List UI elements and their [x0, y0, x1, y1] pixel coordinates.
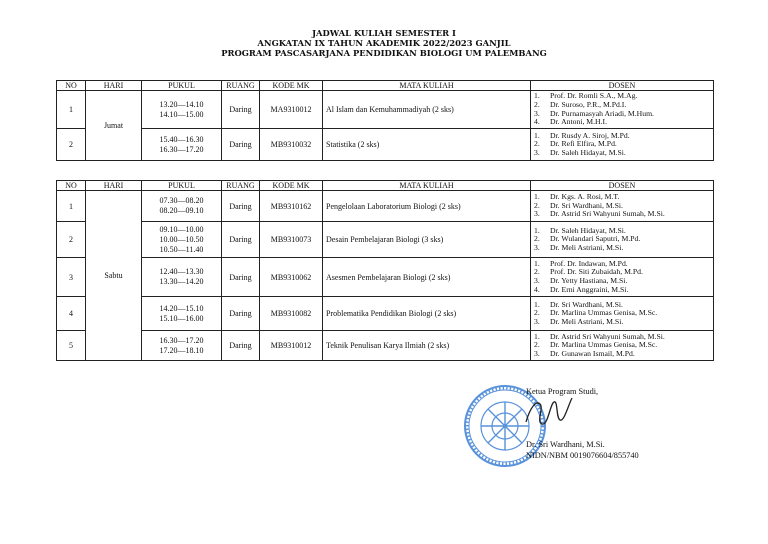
table-header-row	[57, 181, 714, 191]
lecturer-item: 3. Dr. Gunawan Ismail, M.Pd.	[534, 348, 635, 358]
day-cell: Jumat	[86, 91, 142, 161]
time-cell	[142, 331, 222, 361]
course-code-cell: MB9310073	[260, 222, 323, 258]
signatory-id: NIDN/NBM 0019076604/855740	[526, 451, 639, 460]
row-number: 3	[57, 258, 86, 297]
lecturer-cell	[531, 129, 714, 161]
lecturer-item: 3. Dr. Yetty Hastiana, M.Si.	[534, 276, 628, 285]
table-row	[57, 191, 714, 222]
course-name-cell: Asesmen Pembelajaran Biologi (2 sks)	[323, 258, 531, 297]
course-code-cell: MB9310012	[260, 331, 323, 361]
time-slot: 09.10—10.00	[159, 224, 204, 234]
room-cell: Daring	[222, 331, 260, 361]
lecturer-cell	[531, 191, 714, 222]
time-slot: 15.10—16.00	[159, 313, 204, 323]
col-course-header: MATA KULIAH	[323, 181, 531, 191]
col-time-header: PUKUL	[142, 81, 222, 91]
time-slot: 15.40—16.30	[159, 134, 204, 144]
col-day-header: HARI	[86, 181, 142, 191]
course-code-cell: MB9310162	[260, 191, 323, 222]
course-name-cell: Al Islam dan Kemuhammadiyah (2 sks)	[323, 91, 531, 129]
time-cell	[142, 91, 222, 129]
room-cell: Daring	[222, 297, 260, 331]
course-code-cell: MB9310032	[260, 129, 323, 161]
doc-title-line1: JADWAL KULIAH SEMESTER I	[312, 28, 456, 38]
doc-title-line3: PROGRAM PASCASARJANA PENDIDIKAN BIOLOGI UM PALEMBANG	[221, 48, 547, 58]
time-slot: 16.30—17.20	[159, 144, 204, 154]
schedule-table-saturday	[56, 180, 714, 361]
row-number: 1	[57, 91, 86, 129]
course-name-cell: Statistika (2 sks)	[323, 129, 531, 161]
lecturer-item: 3. Dr. Meli Astriani, M.Si.	[534, 242, 624, 252]
time-slot: 13.20—14.10	[159, 99, 204, 109]
time-cell	[142, 129, 222, 161]
time-slot: 07.30—08.20	[159, 196, 204, 205]
row-number: 1	[57, 191, 86, 222]
time-slot: 08.20—09.10	[159, 206, 204, 215]
time-slot: 12.40—13.30	[159, 267, 204, 276]
col-code-header: KODE MK	[260, 81, 323, 91]
row-number: 2	[57, 129, 86, 161]
row-number: 5	[57, 331, 86, 361]
table-row	[57, 297, 714, 331]
lecturer-cell	[531, 91, 714, 129]
col-room-header: RUANG	[222, 81, 260, 91]
signatory-name: Dr. Sri Wardhani, M.Si.	[526, 440, 605, 449]
lecturer-item: 2. Dr. Suroso, P.R., M.Pd.I.	[534, 99, 627, 109]
day-cell: Sabtu	[86, 191, 142, 361]
table-row	[57, 258, 714, 297]
time-slot: 10.50—11.40	[159, 244, 204, 254]
time-cell	[142, 222, 222, 258]
course-code-cell: MA9310012	[260, 91, 323, 129]
lecturer-item: 3. Dr. Astrid Sri Wahyuni Sumah, M.Si.	[534, 209, 665, 219]
lecturer-item: 2. Prof. Dr. Siti Zubaidah, M.Pd.	[534, 267, 643, 277]
lecturer-cell	[531, 331, 714, 361]
col-time-header: PUKUL	[142, 181, 222, 191]
table-header-row	[57, 81, 714, 91]
col-no-header: NO	[57, 81, 86, 91]
lecturer-item: 2. Dr. Refi Elfira, M.Pd.	[534, 139, 617, 149]
lecturer-item: 1. Dr. Rusdy A. Siroj, M.Pd.	[534, 130, 630, 140]
lecturer-item: 1. Dr. Saleh Hidayat, M.Si.	[534, 225, 626, 235]
lecturer-item: 2. Dr. Marlina Ummas Genisa, M.Sc.	[534, 308, 658, 318]
signature-role: Ketua Program Studi,	[526, 387, 599, 396]
lecturer-item: 3. Dr. Purnamasyah Ariadi, M.Hum.	[534, 108, 654, 118]
room-cell: Daring	[222, 258, 260, 297]
lecturer-item: 2. Dr. Sri Wardhani, M.Si.	[534, 200, 623, 210]
room-cell: Daring	[222, 129, 260, 161]
lecturer-item: 2. Dr. Marlina Ummas Genisa, M.Sc.	[534, 340, 658, 350]
room-cell: Daring	[222, 222, 260, 258]
table-row	[57, 222, 714, 258]
lecturer-cell	[531, 258, 714, 297]
lecturer-cell	[531, 222, 714, 258]
time-cell	[142, 191, 222, 222]
lecturer-item: 3. Dr. Meli Astriani, M.Si.	[534, 316, 624, 326]
col-day-header: HARI	[86, 81, 142, 91]
course-name-cell: Problematika Pendidikan Biologi (2 sks)	[323, 297, 531, 331]
lecturer-item: 4. Dr. Antoni, M.H.I.	[534, 117, 608, 127]
course-name-cell: Teknik Penulisan Karya Ilmiah (2 sks)	[323, 331, 531, 361]
col-lecturer-header: DOSEN	[531, 81, 714, 91]
table-row	[57, 91, 714, 129]
lecturer-item: 1. Dr. Kgs. A. Rosi, M.T.	[534, 192, 620, 202]
row-number: 2	[57, 222, 86, 258]
course-name-cell: Pengelolaan Laboratorium Biologi (2 sks)	[323, 191, 531, 222]
col-no-header: NO	[57, 181, 86, 191]
schedule-table-friday	[56, 80, 714, 161]
time-slot: 10.00—10.50	[159, 234, 204, 244]
time-cell	[142, 258, 222, 297]
lecturer-item: 4. Dr. Erni Anggraini, M.Si.	[534, 284, 629, 294]
room-cell: Daring	[222, 191, 260, 222]
lecturer-item: 2. Dr. Wulandari Saputri, M.Pd.	[534, 234, 641, 244]
time-slot: 16.30—17.20	[159, 335, 204, 345]
course-code-cell: MB9310062	[260, 258, 323, 297]
lecturer-item: 1. Prof. Dr. Romli S.A., M.Ag.	[534, 91, 638, 101]
time-slot: 14.10—15.00	[159, 109, 204, 119]
col-code-header: KODE MK	[260, 181, 323, 191]
table-row	[57, 331, 714, 361]
time-cell	[142, 297, 222, 331]
course-code-cell: MB9310082	[260, 297, 323, 331]
time-slot: 14.20—15.10	[159, 303, 204, 313]
table-row	[57, 129, 714, 161]
lecturer-item: 3. Dr. Saleh Hidayat, M.Si.	[534, 147, 626, 157]
time-slot: 17.20—18.10	[159, 345, 204, 355]
col-room-header: RUANG	[222, 181, 260, 191]
col-course-header: MATA KULIAH	[323, 81, 531, 91]
time-slot: 13.30—14.20	[159, 277, 204, 286]
room-cell: Daring	[222, 91, 260, 129]
course-name-cell: Desain Pembelajaran Biologi (3 sks)	[323, 222, 531, 258]
lecturer-item: 1. Dr. Astrid Sri Wahyuni Sumah, M.Si.	[534, 331, 665, 341]
col-lecturer-header: DOSEN	[531, 181, 714, 191]
lecturer-cell	[531, 297, 714, 331]
handwritten-signature	[520, 392, 580, 434]
row-number: 4	[57, 297, 86, 331]
doc-title-line2: ANGKATAN IX TAHUN AKADEMIK 2022/2023 GANJIL	[257, 38, 511, 48]
lecturer-item: 1. Dr. Sri Wardhani, M.Si.	[534, 299, 623, 309]
lecturer-item: 1. Prof. Dr. Indawan, M.Pd.	[534, 258, 628, 268]
